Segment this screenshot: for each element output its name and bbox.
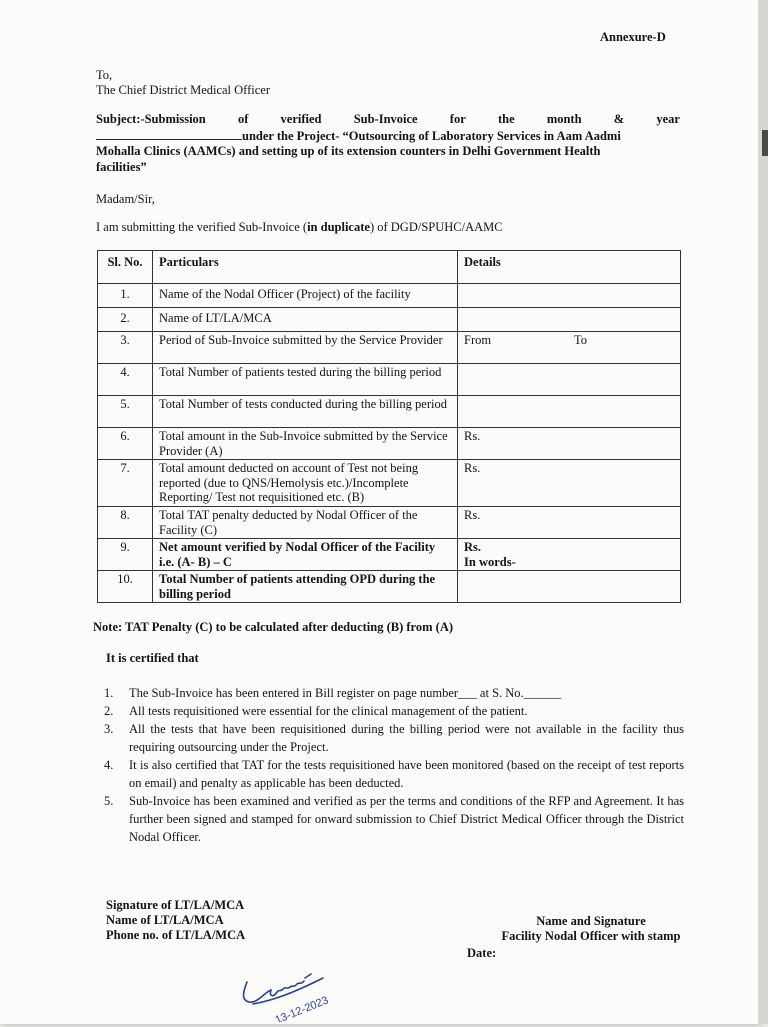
table-row: [98, 539, 681, 571]
period-to-label: To: [574, 333, 588, 347]
handwritten-signature: [235, 962, 355, 1027]
signature-block-right: [488, 914, 694, 944]
period-from-to: [464, 333, 674, 348]
row-particulars: Total Number of patients attending OPD during the billing period: [153, 571, 458, 603]
name-signature-label: Name and Signature: [536, 914, 646, 928]
net-in-words-label: In words-: [464, 554, 516, 569]
intro-paragraph: [96, 220, 503, 235]
paper-edge: [758, 0, 768, 1024]
row-sl: 5.: [98, 396, 153, 428]
row-details[interactable]: Rs.: [458, 428, 681, 460]
item-text: All the tests that have been requisitioned during the billing period were not available in the facility thus requiring outsourcing under the Project.: [129, 722, 684, 754]
table-row: [98, 460, 681, 507]
note-text: Note: TAT Penalty (C) to be calculated after deducting (B) from (A): [93, 620, 454, 634]
date-label: Date:: [467, 946, 497, 960]
subject-word: Subject:-Submission: [96, 112, 206, 126]
list-item: [104, 756, 684, 792]
list-item: [104, 684, 684, 702]
subject-word: the: [497, 112, 515, 126]
period-from-label: From: [464, 333, 492, 347]
subject-word: year: [656, 112, 680, 126]
row-details[interactable]: [458, 571, 681, 603]
item-number: 2.: [104, 704, 114, 718]
table-row: [98, 308, 681, 332]
item-text: All tests requisitioned were essential for the clinical management of the patient.: [129, 704, 528, 718]
table-row: [98, 571, 681, 603]
row-particulars: Total TAT penalty deducted by Nodal Officer of the Facility (C): [153, 507, 458, 539]
address-to: To,: [96, 68, 113, 82]
salutation: Madam/Sir,: [96, 192, 155, 206]
row-particulars: Period of Sub-Invoice submitted by the Service Provider: [153, 332, 458, 364]
table-row: [98, 284, 681, 308]
table-row: [98, 428, 681, 460]
row-sl: 3.: [98, 332, 153, 364]
row-particulars: Total Number of patients tested during the billing period: [153, 364, 458, 396]
row-sl: 2.: [98, 308, 153, 332]
row-sl: 1.: [98, 284, 153, 308]
subject-line-2: [96, 128, 680, 145]
row-sl: 7.: [98, 460, 153, 507]
item-number: 5.: [104, 794, 114, 808]
table-row: [98, 396, 681, 428]
row-details[interactable]: [458, 284, 681, 308]
signature-scribble-icon: [235, 962, 355, 1022]
item-number: 1.: [104, 686, 114, 700]
subject-word: Sub-Invoice: [353, 112, 418, 126]
address-recipient: The Chief District Medical Officer: [96, 83, 271, 97]
table-row: [98, 507, 681, 539]
address-block: [96, 68, 270, 98]
item-text: Sub-Invoice has been examined and verified as per the terms and conditions of the RFP and Agreement. It has further been signed and stamped for onward submission to Chief District Medical Officer through the District Nodal Officer.: [129, 794, 684, 844]
row-particulars: Name of LT/LA/MCA: [153, 308, 458, 332]
net-rs-label: Rs.: [464, 540, 482, 554]
signature-block-left: [106, 898, 245, 943]
subject-word: for: [449, 112, 466, 126]
certification-list: [104, 684, 684, 846]
phone-lt-label: Phone no. of LT/LA/MCA: [106, 928, 246, 942]
intro-text-end: ) of DGD/SPUHC/AAMC: [369, 220, 503, 234]
table-row: [98, 332, 681, 364]
header-particulars: Particulars: [153, 251, 458, 284]
row-particulars: Total Number of tests conducted during the billing period: [153, 396, 458, 428]
row-sl: 6.: [98, 428, 153, 460]
row-particulars: Total amount deducted on account of Test not being reported (due to QNS/Hemolysis etc.)/Incomplete Reporting/ Test not requisitioned etc. (B): [153, 460, 458, 507]
list-item: [104, 720, 684, 756]
certified-heading: It is certified that: [106, 651, 199, 665]
row-sl: 8.: [98, 507, 153, 539]
subject-line-2-text: under the Project- “Outsourcing of Laboratory Services in Aam Aadmi: [242, 128, 621, 143]
item-text: The Sub-Invoice has been entered in Bill register on page number___ at S. No.______: [129, 686, 562, 700]
subject-line-1: [96, 112, 680, 128]
row-sl: 9.: [98, 539, 153, 571]
table-header-row: [98, 251, 681, 284]
subject-word: &: [613, 112, 625, 126]
row-particulars: Total amount in the Sub-Invoice submitted by the Service Provider (A): [153, 428, 458, 460]
row-details[interactable]: Rs.: [458, 460, 681, 507]
name-lt-label: Name of LT/LA/MCA: [106, 913, 224, 927]
row-details[interactable]: [458, 308, 681, 332]
subject-line-3: Mohalla Clinics (AAMCs) and setting up of its extension counters in Delhi Government Health: [96, 144, 601, 158]
subject-block: [96, 112, 680, 175]
row-sl: 4.: [98, 364, 153, 396]
item-number: 3.: [104, 722, 114, 736]
row-particulars: Name of the Nodal Officer (Project) of the facility: [153, 284, 458, 308]
header-sl-no: Sl. No.: [98, 251, 153, 284]
intro-text: I am submitting the verified Sub-Invoice (: [96, 220, 308, 234]
list-item: [104, 702, 684, 720]
signature-lt-label: Signature of LT/LA/MCA: [106, 898, 245, 912]
item-text: It is also certified that TAT for the tests requisitioned have been monitored (based on the receipt of test reports on email) and penalty as applicable has been deducted.: [129, 758, 684, 790]
subject-line-4: facilities”: [96, 159, 147, 174]
row-particulars: Net amount verified by Nodal Officer of the Facility i.e. (A- B) – C: [153, 539, 458, 571]
row-sl: 10.: [98, 571, 153, 603]
row-details[interactable]: Rs.: [458, 507, 681, 539]
edge-mark: [762, 130, 768, 156]
subject-word: verified: [280, 112, 322, 126]
intro-bold: in duplicate: [307, 220, 370, 234]
annexure-label: Annexure-D: [600, 30, 666, 44]
header-details: Details: [458, 251, 681, 284]
row-details-net[interactable]: [458, 539, 681, 571]
row-details[interactable]: [458, 396, 681, 428]
signature-date-text: 13-12-2023: [273, 994, 331, 1022]
month-year-blank: [96, 128, 242, 140]
subject-word: of: [237, 112, 249, 126]
subject-word: month: [546, 112, 582, 126]
row-details[interactable]: [458, 364, 681, 396]
nodal-officer-label: Facility Nodal Officer with stamp: [501, 929, 681, 943]
list-item: [104, 792, 684, 846]
item-number: 4.: [104, 758, 114, 772]
invoice-table: [97, 250, 681, 603]
row-details-period[interactable]: [458, 332, 681, 364]
table-row: [98, 364, 681, 396]
